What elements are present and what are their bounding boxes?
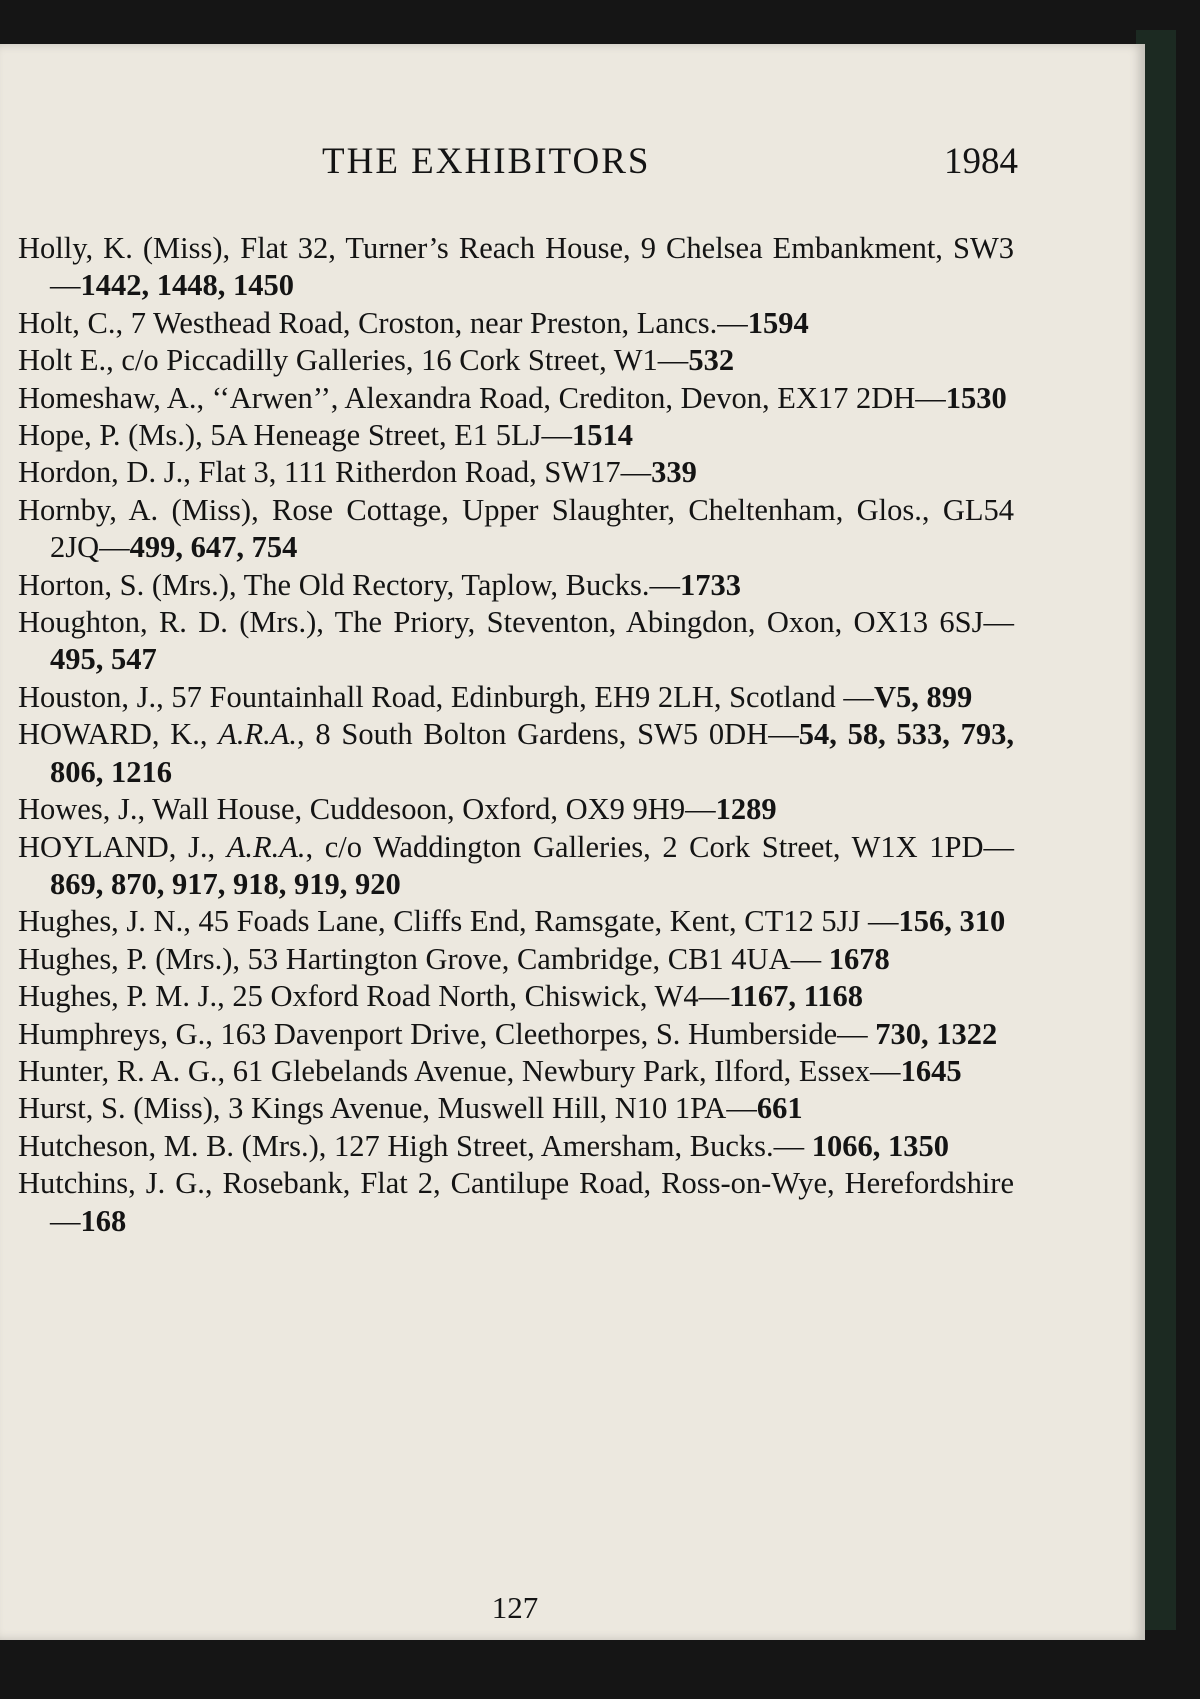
entry-text: Horton, S. (Mrs.), The Old Rectory, Taplow, Bucks.— — [18, 567, 681, 602]
entry-text: Houston, J., 57 Fountainhall Road, Edinburgh, EH9 2LH, Scotland — — [18, 679, 874, 714]
entry-numbers: 1678 — [828, 941, 890, 976]
entry-numbers: 1066, 1350 — [811, 1128, 950, 1163]
entry-numbers: 1645 — [900, 1053, 962, 1088]
entry-numbers: 1289 — [715, 792, 777, 827]
exhibitor-entry — [18, 1165, 1014, 1240]
entry-numbers: 1733 — [680, 567, 742, 602]
entry-numbers: 1167, 1168 — [729, 979, 863, 1014]
entry-numbers: 869, 870, 917, 918, 919, 920 — [50, 866, 401, 901]
entry-text: Hope, P. (Ms.), 5A Heneage Street, E1 5LJ— — [18, 418, 572, 453]
entry-numbers: 339 — [651, 455, 697, 490]
entry-numbers: 495, 547 — [50, 642, 157, 677]
entry-numbers: 1514 — [572, 418, 633, 453]
exhibitor-entry — [18, 342, 1014, 379]
entry-text: Hornby, A. (Miss), Rose Cottage, Upper Slaughter, Cheltenham, Glos., GL54 2JQ— — [18, 492, 1014, 565]
page-number: 127 — [491, 1590, 539, 1625]
exhibitor-list — [18, 230, 1014, 1240]
entry-honour: A.R.A. — [226, 829, 306, 864]
entry-text: Hughes, J. N., 45 Foads Lane, Cliffs End, Ramsgate, Kent, CT12 5JJ — — [18, 904, 899, 939]
entry-text: Hughes, P. M. J., 25 Oxford Road North, Chiswick, W4— — [18, 979, 730, 1014]
entry-text: Holly, K. (Miss), Flat 32, Turner’s Reach House, 9 Chelsea Embankment, SW3— — [18, 231, 1014, 303]
entry-text: Holt, C., 7 Westhead Road, Croston, near Preston, Lancs.— — [18, 305, 748, 340]
exhibitor-entry — [18, 791, 1014, 828]
entry-numbers: 156, 310 — [898, 904, 1006, 939]
exhibitor-entry — [18, 1016, 1014, 1053]
exhibitor-entry — [18, 903, 1014, 940]
entry-numbers: 1442, 1448, 1450 — [80, 268, 294, 303]
exhibitor-entry — [18, 978, 1014, 1015]
entry-text: , 8 South Bolton Gardens, SW5 0DH— — [297, 717, 799, 752]
exhibitor-entry — [18, 1128, 1014, 1165]
entry-text: Howes, J., Wall House, Cuddesoon, Oxford, OX9 9H9— — [18, 792, 716, 827]
entry-numbers: V5, 899 — [873, 679, 973, 714]
entry-text: Hughes, P. (Mrs.), 53 Hartington Grove, Cambridge, CB1 4UA— — [18, 941, 829, 976]
exhibitor-entry — [18, 417, 1014, 454]
entry-text: Hunter, R. A. G., 61 Glebelands Avenue, Newbury Park, Ilford, Essex— — [18, 1053, 901, 1088]
entry-text: , c/o Waddington Galleries, 2 Cork Street, W1X 1PD— — [305, 829, 1014, 864]
page-title: THE EXHIBITORS — [322, 141, 651, 182]
entry-numbers: 661 — [756, 1091, 803, 1126]
entry-text: Hordon, D. J., Flat 3, 111 Ritherdon Road, SW17— — [18, 455, 652, 490]
entry-text: Holt E., c/o Piccadilly Galleries, 16 Cork Street, W1— — [18, 343, 689, 378]
entry-numbers: 168 — [80, 1203, 127, 1238]
exhibitor-entry — [18, 567, 1014, 604]
exhibitor-entry — [18, 492, 1014, 567]
page-year: 1984 — [944, 141, 1018, 182]
exhibitor-entry — [18, 679, 1014, 716]
entry-text: Hutcheson, M. B. (Mrs.), 127 High Street, Amersham, Bucks.— — [18, 1128, 812, 1163]
exhibitor-entry — [18, 1090, 1014, 1127]
entry-text: Houghton, R. D. (Mrs.), The Priory, Steventon, Abingdon, Oxon, OX13 6SJ— — [18, 605, 1014, 640]
exhibitor-entry — [18, 941, 1014, 978]
entry-numbers: 499, 647, 754 — [129, 530, 298, 565]
entry-text: Hutchins, J. G., Rosebank, Flat 2, Cantilupe Road, Ross-on-Wye, Herefordshire— — [18, 1166, 1014, 1238]
entry-numbers: 532 — [688, 343, 735, 378]
entry-text: Hurst, S. (Miss), 3 Kings Avenue, Muswell Hill, N10 1PA— — [18, 1091, 757, 1126]
entry-text: HOYLAND, J., — [18, 829, 227, 864]
exhibitor-entry — [18, 230, 1014, 305]
exhibitor-entry — [18, 716, 1014, 791]
entry-numbers: 54, 58, 533, 793, 806, 1216 — [50, 717, 1014, 789]
exhibitor-entry — [18, 380, 1014, 417]
exhibitor-entry — [18, 1053, 1014, 1090]
entry-text: Homeshaw, A., ‘‘Arwen’’, Alexandra Road, Crediton, Devon, EX17 2DH— — [18, 380, 946, 415]
exhibitor-entry — [18, 305, 1014, 342]
exhibitor-entry — [18, 454, 1014, 491]
entry-numbers: 730, 1322 — [875, 1016, 998, 1051]
entry-numbers: 1530 — [945, 380, 1007, 415]
exhibitor-entry — [18, 604, 1014, 679]
entry-honour: A.R.A. — [218, 717, 298, 752]
running-head — [0, 140, 1145, 190]
entry-text: Humphreys, G., 163 Davenport Drive, Cleethorpes, S. Humberside— — [18, 1016, 876, 1051]
entry-text: HOWARD, K., — [18, 717, 219, 752]
entry-numbers: 1594 — [747, 305, 809, 340]
book-page — [0, 44, 1145, 1640]
exhibitor-entry — [18, 829, 1014, 904]
